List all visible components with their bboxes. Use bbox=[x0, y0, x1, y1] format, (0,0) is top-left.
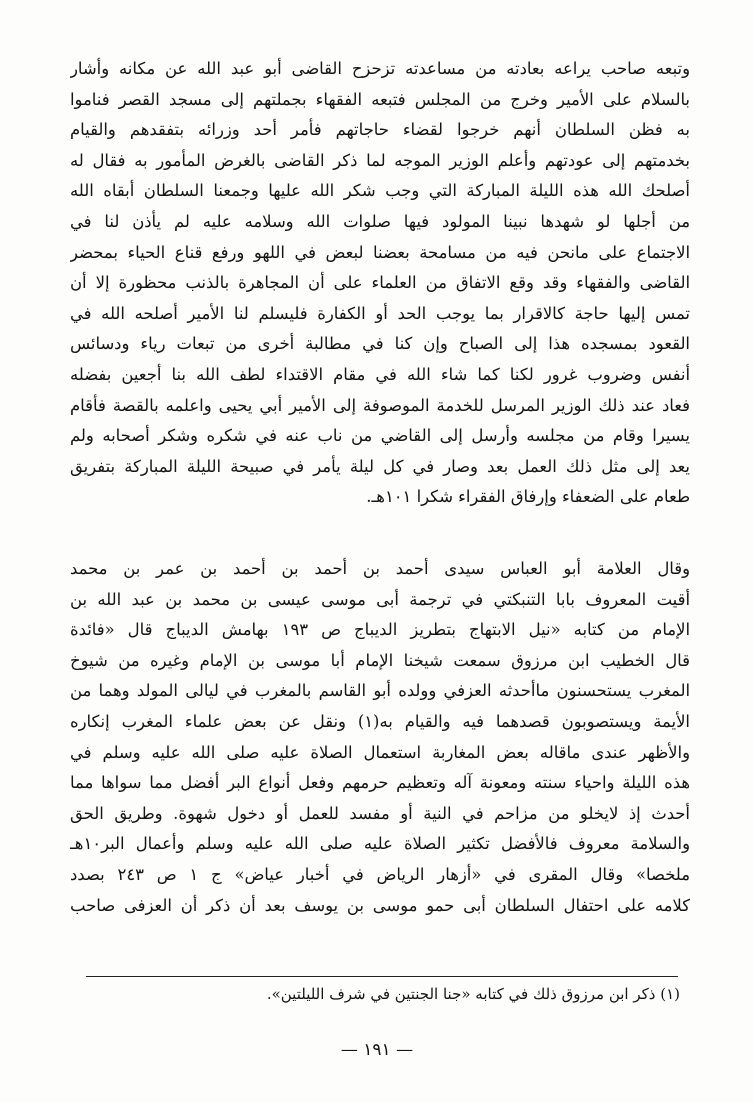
paragraph-2 bbox=[70, 554, 690, 921]
text-line: بخدمتهم إلى عودتهم وأعلم الوزير الموجه لما ذكر القاضى بالغرض المأمور به فقال له bbox=[70, 150, 690, 170]
text-line: المغرب يستحسنون ماأحدثه العزفي وولده أبو القاسم بالمغرب في ليالى المولد وهما من bbox=[70, 681, 690, 701]
text-line: أحدث إذ لايخلو من مزاحم في النية أو مفسد للعمل أو دخول شهوة. وطريق الحق bbox=[70, 803, 690, 823]
text-line: الإمام من كتابه «نيل الابتهاج بتطريز الديباج ص ١٩٣ بهامش الديباج قال «فائدة bbox=[70, 620, 690, 640]
text-line: فعاد عند ذلك الوزير المرسل للخدمة الموصوفة إلى الأمير أبي يحيى واعلمه بالقصة فأقام bbox=[70, 395, 690, 415]
text-line: والسلامة معروف فالأفضل تكثير الصلاة عليه صلى الله عليه وسلم وأعمال البر١٠هـ bbox=[70, 834, 690, 854]
text-line: القعود بمسجده هذا إلى الصباح وإن كنا في مطالبة أخرى من تبعات رياء ودسائس bbox=[70, 334, 690, 354]
paragraph-1 bbox=[70, 54, 690, 513]
text-line: أقيت المعروف بابا التنبكتي في ترجمة أبى موسى عيسى بن محمد بن عبد الله بن bbox=[70, 589, 690, 609]
text-line: هذه الليلة واحياء سنته ومعونة آله وتعظيم حرمهم وفعل أنواع البر أفضل مما سواها مما bbox=[70, 773, 690, 793]
text-line: يعد إلى مثل ذلك العمل بعد وصار في كل ليلة يأمر في صبيحة الليلة المباركة بتفريق bbox=[70, 456, 690, 476]
footnote-divider bbox=[86, 976, 678, 977]
footnote: (١) ذكر ابن مرزوق ذلك في كتابه «جنا الجنتين في شرف الليلتين». bbox=[266, 985, 680, 1003]
text-line: وتبعه صاحب يراعه بعادته من مساعدته تزحزح القاضى أبو عبد الله عن مكانه وأشار bbox=[70, 59, 690, 78]
text-line: قال الخطيب ابن مرزوق سمعت شيخنا الإمام أبا موسى بن الإمام وغيره من شيوخ bbox=[70, 650, 690, 670]
text-line: أصلحك الله هذه الليلة المباركة التي وجب شكر الله عليها وجمعنا السلطان أبقاه الله bbox=[70, 181, 690, 201]
text-line: بالسلام على الأمير وخرج من المجلس فتبعه الفقهاء بجملتهم إلى مسجد القصر فناموا bbox=[70, 89, 690, 109]
text-line: كلامه على احتفال السلطان أبى حمو موسى بن يوسف بعد أن ذكر أن العزفى صاحب bbox=[70, 895, 690, 915]
text-line: به فظن السلطان أنهم خرجوا لقضاء حاجاتهم فأمر أحد وزرائه بتفقدهم والقيام bbox=[70, 120, 690, 140]
page-number: — ١٩١ — bbox=[340, 1040, 414, 1060]
text-line: الأيمة ويستصوبون قصدهما فيه والقيام به(١) ونقل عن بعض علماء المغرب إنكاره bbox=[70, 711, 690, 731]
text-line: يسيرا وقام من مجلسه وأرسل إلى القاضي من ناب عنه في شكره وشكر أصحابه ولم bbox=[70, 426, 690, 446]
text-line: أنفس وضروب غرور لكنا كما شاء الله في مقام الاقتداء لطف الله بنا أجعين بفضله bbox=[70, 364, 690, 384]
text-line: وقال العلامة أبو العباس سيدى أحمد بن أحمد بن أحمد بن عمر بن محمد bbox=[70, 559, 690, 578]
text-line: تمس إليها حاجة كالاقرار بما يوجب الحد أو الكفارة فليسلم لنا الأمير أصلحه الله في bbox=[70, 303, 690, 323]
text-line: طعام على الضعفاء وإرفاق الفقراء شكرا ١٠١هـ. bbox=[366, 487, 690, 507]
text-line: القاضى والفقهاء وقد وقع الاتفاق من العلماء على أن المجاهرة بالذنب محظورة إلا أن bbox=[70, 273, 690, 293]
text-line: من أجلها لو شهدها نبينا المولود فيها صلوات الله وسلامه عليه لم يأذن لنا في bbox=[70, 211, 690, 231]
text-line: ملخصا» وقال المقرى في «أزهار الرياض في أخبار عياض» ج ١ ص ٢٤٣ بصدد bbox=[70, 864, 690, 884]
text-line: والأظهر عندى ماقاله بعض المغاربة استعمال الصلاة عليه صلى الله عليه وسلم في bbox=[70, 742, 690, 762]
text-line: الاجتماع على مانحن فيه من مسامحة بعضنا لبعض في اللهو ورفع قناع الحياء بمحضر bbox=[70, 242, 690, 262]
